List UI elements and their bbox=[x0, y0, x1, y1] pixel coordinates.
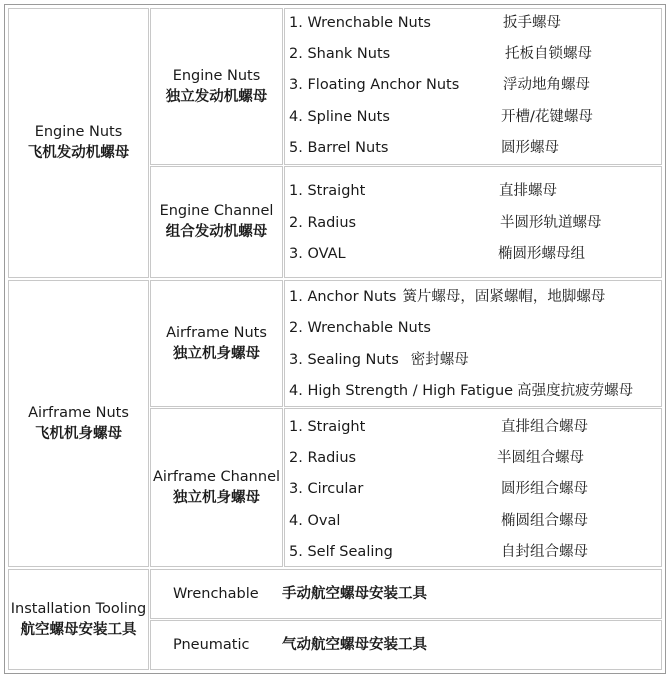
list-item: 2. Radius 半圆形轨道螺母 bbox=[289, 215, 602, 231]
subgroup-airframe-channel-en: Airframe Channel bbox=[152, 468, 281, 485]
list-item: 1. Wrenchable Nuts 扳手螺母 bbox=[289, 15, 561, 31]
subgroup-engine-nuts-en: Engine Nuts bbox=[172, 67, 261, 84]
list-item: 5. Self Sealing 自封组合螺母 bbox=[289, 544, 588, 560]
group-engine-nuts-zh: 飞机发动机螺母 bbox=[27, 145, 130, 161]
group-installation-tooling-zh: 航空螺母安装工具 bbox=[20, 621, 137, 638]
tool-wrenchable: Wrenchable 手动航空螺母安装工具 bbox=[173, 586, 427, 602]
subgroup-engine-nuts bbox=[150, 8, 283, 165]
group-airframe-nuts bbox=[8, 280, 149, 567]
subgroup-engine-channel-zh: 组合发动机螺母 bbox=[165, 224, 268, 240]
list-item: 1. Straight 直排组合螺母 bbox=[289, 419, 588, 435]
list-item: 4. High Strength / High Fatigue 高强度抗疲劳螺母 bbox=[289, 383, 634, 399]
list-item: 2. Wrenchable Nuts bbox=[289, 320, 431, 336]
subgroup-airframe-channel bbox=[150, 408, 283, 567]
list-item: 3. Sealing Nuts 密封螺母 bbox=[289, 352, 469, 368]
subgroup-engine-nuts-zh: 独立发动机螺母 bbox=[165, 88, 268, 105]
items-engine-nuts bbox=[284, 8, 662, 165]
tool-wrenchable-cell bbox=[150, 569, 662, 619]
group-airframe-nuts-en: Airframe Nuts bbox=[28, 404, 129, 421]
tool-pneumatic: Pneumatic 气动航空螺母安装工具 bbox=[173, 637, 427, 653]
list-item: 3. Floating Anchor Nuts 浮动地角螺母 bbox=[289, 77, 590, 93]
subgroup-engine-channel bbox=[150, 166, 283, 278]
list-item: 2. Shank Nuts 托板自锁螺母 bbox=[289, 46, 592, 62]
subgroup-airframe-nuts-en: Airframe Nuts bbox=[166, 324, 267, 341]
subgroup-engine-channel-en: Engine Channel bbox=[159, 203, 274, 219]
list-item: 1. Straight 直排螺母 bbox=[289, 183, 557, 199]
tool-pneumatic-cell bbox=[150, 620, 662, 670]
list-item: 1. Anchor Nuts 簧片螺母，固紧螺帽，地脚螺母 bbox=[289, 289, 606, 305]
items-airframe-nuts bbox=[284, 280, 662, 407]
list-item: 4. Oval 椭圆组合螺母 bbox=[289, 513, 588, 529]
list-item: 4. Spline Nuts 开槽/花键螺母 bbox=[289, 109, 593, 125]
items-engine-channel bbox=[284, 166, 662, 278]
list-item: 3. Circular 圆形组合螺母 bbox=[289, 481, 588, 497]
group-engine-nuts bbox=[8, 8, 149, 278]
items-airframe-channel bbox=[284, 408, 662, 567]
list-item: 2. Radius 半圆组合螺母 bbox=[289, 450, 584, 466]
subgroup-airframe-nuts bbox=[150, 280, 283, 407]
subgroup-airframe-channel-zh: 独立机身螺母 bbox=[173, 489, 260, 506]
list-item: 5. Barrel Nuts 圆形螺母 bbox=[289, 140, 559, 156]
group-engine-nuts-en: Engine Nuts bbox=[34, 124, 123, 140]
group-airframe-nuts-zh: 飞机机身螺母 bbox=[35, 425, 122, 442]
subgroup-airframe-nuts-zh: 独立机身螺母 bbox=[173, 345, 260, 362]
group-installation-tooling bbox=[8, 569, 149, 670]
group-installation-tooling-en: Installation Tooling bbox=[10, 600, 147, 617]
list-item: 3. OVAL 椭圆形螺母组 bbox=[289, 246, 585, 262]
